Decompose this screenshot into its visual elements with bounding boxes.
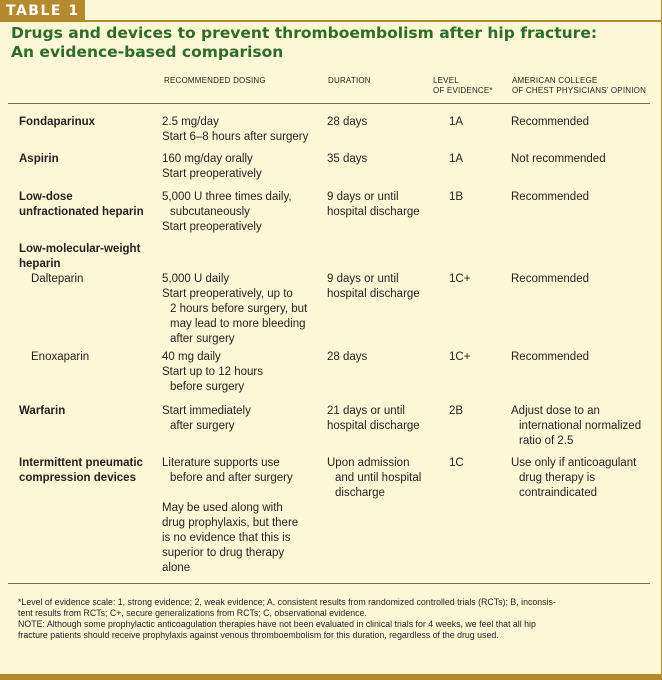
drug-name-line: Dalteparin — [31, 273, 84, 285]
dosing-cell — [162, 404, 251, 434]
dosing-cell-line: 2.5 mg/day — [162, 116, 219, 128]
duration-cell-line: discharge — [335, 487, 385, 499]
level-cell — [449, 190, 463, 205]
drug-name — [19, 350, 89, 365]
opinion-cell-line: Recommended — [511, 351, 589, 363]
duration-cell-line: hospital discharge — [327, 420, 420, 432]
duration-cell — [327, 152, 367, 167]
opinion-cell-line: Use only if anticoagulant — [511, 457, 637, 469]
header-rule — [8, 103, 650, 104]
dosing-cell-line: May be used along with — [162, 502, 283, 514]
duration-cell — [327, 115, 367, 130]
level-cell-line: 1B — [449, 191, 464, 203]
dosing-cell — [162, 350, 263, 395]
drug-name — [19, 152, 59, 167]
footnote — [18, 597, 648, 641]
dosing-cell-line: 2 hours before surgery, but — [170, 303, 308, 315]
duration-cell-line: 9 days or until — [327, 273, 399, 285]
level-cell-line: 2B — [449, 405, 464, 417]
dosing-cell-line: Start 6–8 hours after surgery — [162, 131, 309, 143]
duration-cell-line: hospital discharge — [327, 206, 420, 218]
dosing-cell-line: before surgery — [170, 381, 245, 393]
dosing-cell-line: Start preoperatively — [162, 168, 262, 180]
drug-name-line: Enoxaparin — [31, 351, 90, 363]
header-opinion — [512, 76, 646, 96]
dosing-cell-line: after surgery — [170, 420, 235, 432]
title-line-2: An evidence-based comparison — [11, 43, 284, 61]
dosing-cell — [162, 190, 292, 235]
level-cell — [449, 272, 470, 287]
dosing-cell-line: superior to drug therapy — [162, 547, 285, 559]
header-level-line-2: OF EVIDENCE* — [433, 86, 493, 95]
drug-name-line: compression devices — [19, 472, 136, 484]
dosing-cell-line — [162, 486, 298, 501]
drug-name — [19, 404, 65, 419]
duration-cell — [327, 190, 420, 220]
opinion-cell — [511, 115, 589, 130]
opinion-cell — [511, 272, 589, 287]
dosing-cell-line: alone — [162, 562, 191, 574]
table-label-tab: TABLE 1 — [0, 0, 85, 22]
duration-cell-line: and until hospital — [335, 472, 422, 484]
top-rule — [85, 20, 662, 22]
level-cell-line: 1C+ — [449, 273, 471, 285]
opinion-cell-line: Recommended — [511, 191, 589, 203]
opinion-cell — [511, 350, 589, 365]
drug-name-line: Fondaparinux — [19, 116, 96, 128]
duration-cell — [327, 404, 420, 434]
drug-name — [19, 272, 83, 287]
drug-name-line: Intermittent pneumatic — [19, 457, 143, 469]
drug-name — [19, 456, 143, 486]
dosing-cell-line: 160 mg/day orally — [162, 153, 253, 165]
dosing-cell-line: Literature supports use — [162, 457, 280, 469]
dosing-cell — [162, 272, 307, 347]
level-cell — [449, 350, 470, 365]
drug-name — [19, 242, 140, 272]
level-cell — [449, 152, 463, 167]
level-cell — [449, 456, 464, 471]
duration-cell-line: hospital discharge — [327, 288, 420, 300]
level-cell-line: 1A — [449, 153, 464, 165]
dosing-cell-line: after surgery — [170, 333, 235, 345]
opinion-cell — [511, 190, 589, 205]
header-opinion-line-1: AMERICAN COLLEGE — [512, 76, 598, 85]
header-level-line-1: LEVEL — [433, 76, 459, 85]
duration-cell-line: Upon admission — [327, 457, 410, 469]
opinion-cell-line: international normalized — [519, 420, 642, 432]
opinion-cell — [511, 152, 606, 167]
opinion-cell-line: Not recommended — [511, 153, 606, 165]
opinion-cell — [511, 456, 636, 501]
level-cell — [449, 115, 463, 130]
footnote-line: fracture patients should receive prophylaxis against venous thromboembolism for this duration, regardless of the drug used. — [18, 630, 499, 640]
opinion-cell-line: contraindicated — [519, 487, 597, 499]
dosing-cell — [162, 152, 262, 182]
level-cell-line: 1A — [449, 116, 464, 128]
opinion-cell-line: Adjust dose to an — [511, 405, 600, 417]
level-cell-line: 1C+ — [449, 351, 471, 363]
dosing-cell-line: before and after surgery — [170, 472, 293, 484]
header-opinion-line-2: OF CHEST PHYSICIANS’ OPINION — [512, 86, 647, 95]
header-level — [433, 76, 493, 96]
dosing-cell — [162, 456, 298, 576]
opinion-cell-line: drug therapy is — [519, 472, 596, 484]
drug-name-line: Low-dose — [19, 191, 73, 203]
bottom-bar — [0, 674, 662, 680]
opinion-cell — [511, 404, 641, 449]
header-dosing: RECOMMENDED DOSING — [164, 76, 266, 85]
duration-cell-line: 21 days or until — [327, 405, 405, 417]
table-title — [11, 24, 651, 62]
drug-name-line: Aspirin — [19, 153, 59, 165]
dosing-cell-line: Start preoperatively, up to — [162, 288, 293, 300]
level-cell-line: 1C — [449, 457, 464, 469]
header-duration: DURATION — [328, 76, 371, 85]
dosing-cell — [162, 115, 308, 145]
duration-cell — [327, 350, 367, 365]
footnote-line: tent results from RCTs; C+, secure generalizations from RCTs; C, observational evidence. — [18, 608, 367, 618]
level-cell — [449, 404, 463, 419]
dosing-cell-line: may lead to more bleeding — [170, 318, 306, 330]
duration-cell-line: 9 days or until — [327, 191, 399, 203]
dosing-cell-line: Start immediately — [162, 405, 251, 417]
drug-name-line: Low-molecular-weight — [19, 243, 141, 255]
dosing-cell-line: 40 mg daily — [162, 351, 221, 363]
dosing-cell-line: subcutaneously — [170, 206, 250, 218]
duration-cell-line: 35 days — [327, 153, 368, 165]
drug-name-line: unfractionated heparin — [19, 206, 144, 218]
dosing-cell-line: Start preoperatively — [162, 221, 262, 233]
title-line-1: Drugs and devices to prevent thromboembolism after hip fracture: — [11, 24, 598, 42]
dosing-cell-line: is no evidence that this is — [162, 532, 291, 544]
dosing-cell-line: drug prophylaxis, but there — [162, 517, 299, 529]
drug-name-line: heparin — [19, 258, 61, 270]
footnote-line: *Level of evidence scale: 1, strong evidence; 2, weak evidence; A, consistent results from randomized controlled trials (RCTs); B, inconsis- — [18, 597, 556, 607]
duration-cell — [327, 456, 421, 501]
duration-cell — [327, 272, 420, 302]
footnote-line: NOTE: Although some prophylactic anticoagulation therapies have not been evaluated in clinical trials for 4 weeks, we feel that all hip — [18, 619, 536, 629]
drug-name-line: Warfarin — [19, 405, 66, 417]
opinion-cell-line: Recommended — [511, 116, 589, 128]
dosing-cell-line: Start up to 12 hours — [162, 366, 264, 378]
footer-rule — [8, 583, 650, 584]
opinion-cell-line: Recommended — [511, 273, 589, 285]
opinion-cell-line: ratio of 2.5 — [519, 435, 574, 447]
duration-cell-line: 28 days — [327, 116, 368, 128]
drug-name — [19, 115, 95, 130]
dosing-cell-line: 5,000 U daily — [162, 273, 230, 285]
duration-cell-line: 28 days — [327, 351, 368, 363]
drug-name — [19, 190, 144, 220]
dosing-cell-line: 5,000 U three times daily, — [162, 191, 292, 203]
